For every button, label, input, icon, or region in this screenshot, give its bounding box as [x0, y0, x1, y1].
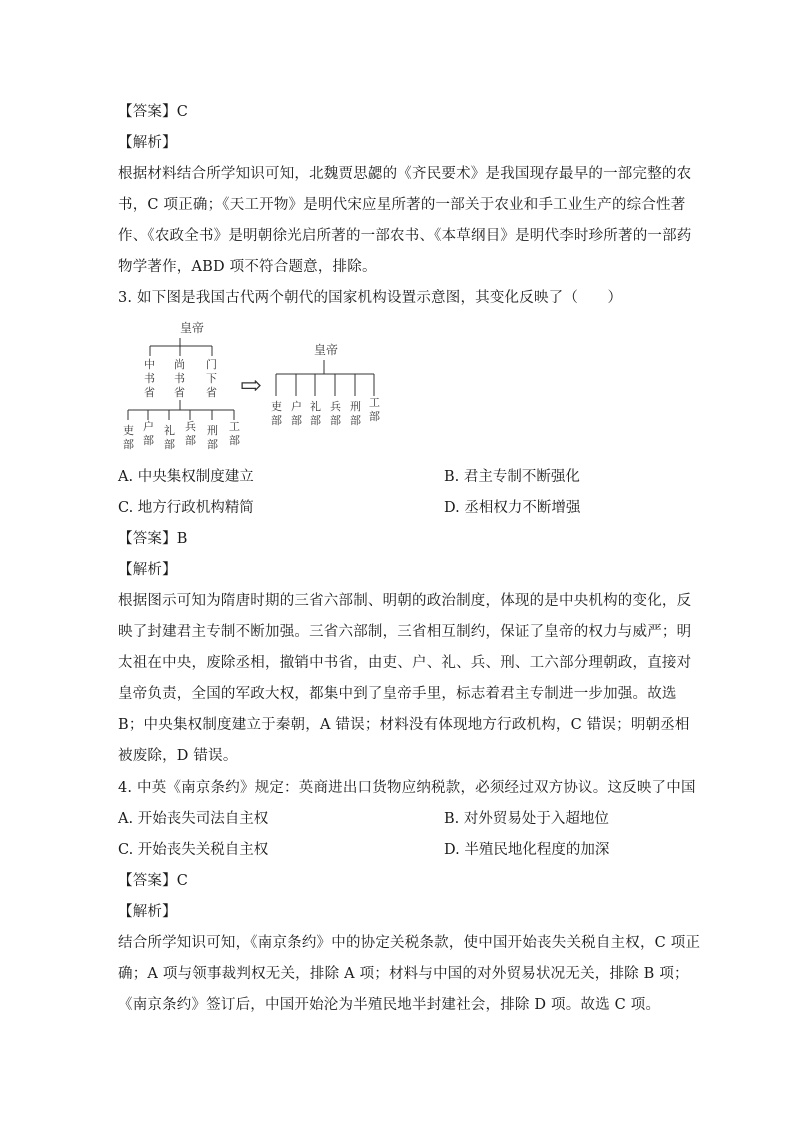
svg-text:部: 部: [350, 414, 361, 427]
q3-option-d: D. 丞相权力不断增强: [444, 500, 581, 516]
q4-stem: 4. 中英《南京条约》规定：英商进出口货物应纳税款，必须经过双方协议。这反映了中国: [118, 780, 696, 796]
svg-text:吏: 吏: [123, 424, 134, 437]
svg-text:户: 户: [291, 400, 302, 413]
q2-analysis-line: 书，C 项正确；《天工开物》是明代宋应星所著的一部关于农业和手工业生产的综合性著: [118, 197, 686, 213]
svg-text:部: 部: [369, 410, 380, 423]
q2-analysis-line: 根据材料结合所学知识可知，北魏贾思勰的《齐民要术》是我国现存最早的一部完整的农: [118, 166, 692, 182]
q4-analysis-line: 《南京条约》签订后，中国开始沦为半殖民地半封建社会，排除 D 项。故选 C 项。: [118, 997, 661, 1013]
svg-text:部: 部: [123, 438, 134, 451]
svg-text:部: 部: [143, 434, 154, 447]
svg-text:部: 部: [271, 414, 282, 427]
q2-analysis-line: 物学著作，ABD 项不符合题意，排除。: [118, 259, 377, 275]
q3-stem: 3. 如下图是我国古代两个朝代的国家机构设置示意图，其变化反映了（ ）: [118, 290, 623, 306]
q3-answer: 【答案】B: [118, 531, 188, 547]
q3-option-b: B. 君主专制不断强化: [444, 469, 580, 485]
q3-analysis-line: 映了封建君主专制不断加强。三省六部制，三省相互制约，保证了皇帝的权力与威严；明: [118, 624, 692, 640]
q3-option-a: A. 中央集权制度建立: [118, 469, 254, 485]
svg-text:部: 部: [310, 414, 321, 427]
q3-analysis-line: B；中央集权制度建立于秦朝，A 错误；材料没有体现地方行政机构，C 错误；明朝丞相: [118, 717, 690, 733]
svg-text:省: 省: [174, 386, 185, 399]
svg-text:刑: 刑: [350, 400, 361, 413]
svg-text:尚: 尚: [174, 358, 185, 371]
left-emperor: 皇帝: [180, 321, 205, 335]
q3-analysis-label: 【解析】: [118, 562, 177, 578]
arrow-icon: ⇨: [240, 371, 262, 401]
svg-text:刑: 刑: [207, 424, 218, 437]
q3-option-c: C. 地方行政机构精简: [118, 500, 254, 516]
q3-analysis-line: 太祖在中央，废除丞相，撤销中书省，由吏、户、礼、兵、刑、工六部分理朝政，直接对: [118, 655, 692, 671]
svg-text:书: 书: [144, 372, 155, 385]
svg-text:礼: 礼: [164, 424, 175, 437]
q4-option-b: B. 对外贸易处于入超地位: [444, 811, 609, 827]
svg-text:下: 下: [206, 372, 217, 385]
q4-option-d: D. 半殖民地化程度的加深: [444, 842, 610, 858]
q2-analysis-label: 【解析】: [118, 135, 177, 151]
q3-analysis-line: 被废除，D 错误。: [118, 748, 238, 764]
q4-answer: 【答案】C: [118, 873, 189, 889]
svg-text:部: 部: [185, 434, 196, 447]
svg-text:兵: 兵: [330, 400, 341, 413]
svg-text:部: 部: [207, 438, 218, 451]
q4-analysis-line: 确；A 项与领事裁判权无关，排除 A 项；材料与中国的对外贸易状况无关，排除 B 项；: [118, 966, 689, 982]
q4-analysis-line: 结合所学知识可知，《南京条约》中的协定关税条款，使中国开始丧失关税自主权，C 项正: [118, 935, 701, 951]
left-sansheng: [144, 357, 217, 399]
svg-text:省: 省: [206, 386, 217, 399]
svg-text:门: 门: [206, 358, 217, 371]
q3-analysis-line: 皇帝负责，全国的军政大权，都集中到了皇帝手里，标志着君主专制进一步加强。故选: [118, 686, 677, 702]
q3-diagram: [118, 316, 398, 456]
svg-text:省: 省: [144, 386, 155, 399]
svg-text:工: 工: [369, 396, 380, 409]
q2-answer: 【答案】C: [118, 104, 189, 120]
svg-text:礼: 礼: [310, 400, 321, 413]
q2-analysis-line: 作、《农政全书》是明朝徐光启所著的一部农书、《本草纲目》是明代李时珍所著的一部药: [118, 228, 692, 244]
svg-text:书: 书: [174, 372, 185, 385]
q4-option-c: C. 开始丧失关税自主权: [118, 842, 269, 858]
svg-text:部: 部: [229, 434, 240, 447]
svg-text:吏: 吏: [271, 400, 282, 413]
q4-option-a: A. 开始丧失司法自主权: [118, 811, 269, 827]
right-liubu: [271, 396, 380, 427]
svg-text:中: 中: [144, 358, 155, 371]
right-emperor: 皇帝: [314, 343, 339, 357]
left-liubu: [123, 419, 240, 451]
q4-analysis-label: 【解析】: [118, 904, 177, 920]
svg-text:户: 户: [143, 420, 154, 433]
svg-text:部: 部: [291, 414, 302, 427]
svg-text:部: 部: [164, 438, 175, 451]
svg-text:兵: 兵: [185, 420, 196, 433]
svg-text:工: 工: [229, 420, 240, 433]
svg-text:部: 部: [330, 414, 341, 427]
q3-analysis-line: 根据图示可知为隋唐时期的三省六部制、明朝的政治制度，体现的是中央机构的变化，反: [118, 593, 692, 609]
